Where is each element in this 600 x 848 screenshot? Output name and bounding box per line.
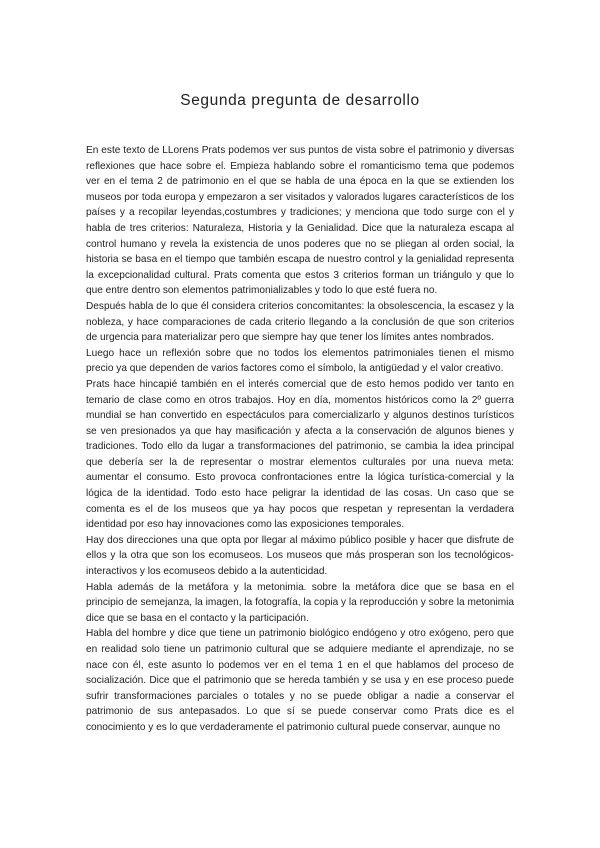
document-title: Segunda pregunta de desarrollo [180, 92, 420, 109]
paragraph-patrimonio-hombre: Habla del hombre y dice que tiene un patrimonio biológico endógeno y otro exógeno, pero que en realidad solo tiene un patrimonio cultural que se adquiere mediante el aprendizaje, no se nace con él, este asunto lo podemos ver en el tema 1 en el que hablamos del proceso de socialización. Dice que el patrimonio que se hereda también y se usa y en ese proceso puede sufrir transformaciones parciales o totales y no se puede obligar a nadie a conservar el patrimonio de sus antepasados. Lo que sí se puede conservar como Prats dice es el conocimiento y es lo que verdaderamente el patrimonio cultural puede conservar, aunque no [86, 628, 514, 733]
document-body [86, 143, 514, 736]
paragraph-direcciones: Hay dos direcciones una que opta por llegar al máximo público posible y hacer que disfrute de ellos y la otra que son los ecomuseos. Los museos que más prosperan son los tecnológicos-interactivos y los ecomuseos debido a la autenticidad. [86, 534, 514, 578]
paragraph-romanticismo: En este texto de LLorens Prats podemos ver sus puntos de vista sobre el patrimonio y diversas reflexiones que hace sobre el. Empieza hablando sobre el romanticismo tema que podemos ver en el tema 2 de patrimonio en el que se habla de una época en la que se extienden los museos por toda europa y empezaron a ser visitados y valorados lugares característicos de los países y a recopilar leyendas,costumbres y tradiciones; y menciona que todo surge con el y habla de tres criterios: Naturaleza, Historia y la Genialidad. Dice que la naturaleza escapa al control humano y revela la existencia de unos poderes que no se pliegan al orden social, la historia se basa en el tiempo que también escapa de nuestro control y la genialidad representa la excepcionalidad cultural. Prats comenta que estos 3 criterios forman un triángulo y que lo que entre dentro son elementos patrimonializables y todo lo que esté fuera no. [86, 145, 514, 297]
paragraph-metafora-metonimia: Habla además de la metáfora y la metonimia. sobre la metáfora dice que se basa en el principio de semejanza, la imagen, la fotografía, la copia y la reproducción y sobre la metonimia dice que se basa en el contacto y la participación. [86, 581, 514, 624]
paragraph-precio: Luego hace un reflexión sobre que no todos los elementos patrimoniales tienen el mismo precio ya que dependen de varios factores como el símbolo, la antigüedad y el valor creativo. [86, 347, 514, 375]
paragraph-interes-comercial: Prats hace hincapié también en el interés comercial que de esto hemos podido ver tanto en temario de clase como en otros trabajos. Hoy en día, momentos históricos como la 2º guerra mundial se han convertido en espectáculos para comercializarlo y algunos destinos turísticos se ven presionados ya que hay masificación y afecta a la conservación de algunos bienes y tradiciones. Todo ello da lugar a transformaciones del patrimonio, se cambia la idea principal que debería ser la de representar o mostrar elementos culturales por una nueva meta: aumentar el consumo. Esto provoca confrontaciones entre la lógica turística-comercial y la lógica de la identidad. Todo esto hace peligrar la identidad de las cosas. Un caso que se comenta es el de los museos que ya hay pocos que respetan y representan la verdadera identidad por eso hay innovaciones como las exposiciones temporales. [86, 378, 514, 531]
paragraph-criterios-concomitantes: Después habla de lo que él considera criterios concomitantes: la obsolescencia, la escasez y la nobleza, y hace comparaciones de cada criterio llegando a la conclusión de que son criterios de urgencia para materializar pero que siempre hay que tener los límites antes nombrados. [86, 300, 514, 344]
